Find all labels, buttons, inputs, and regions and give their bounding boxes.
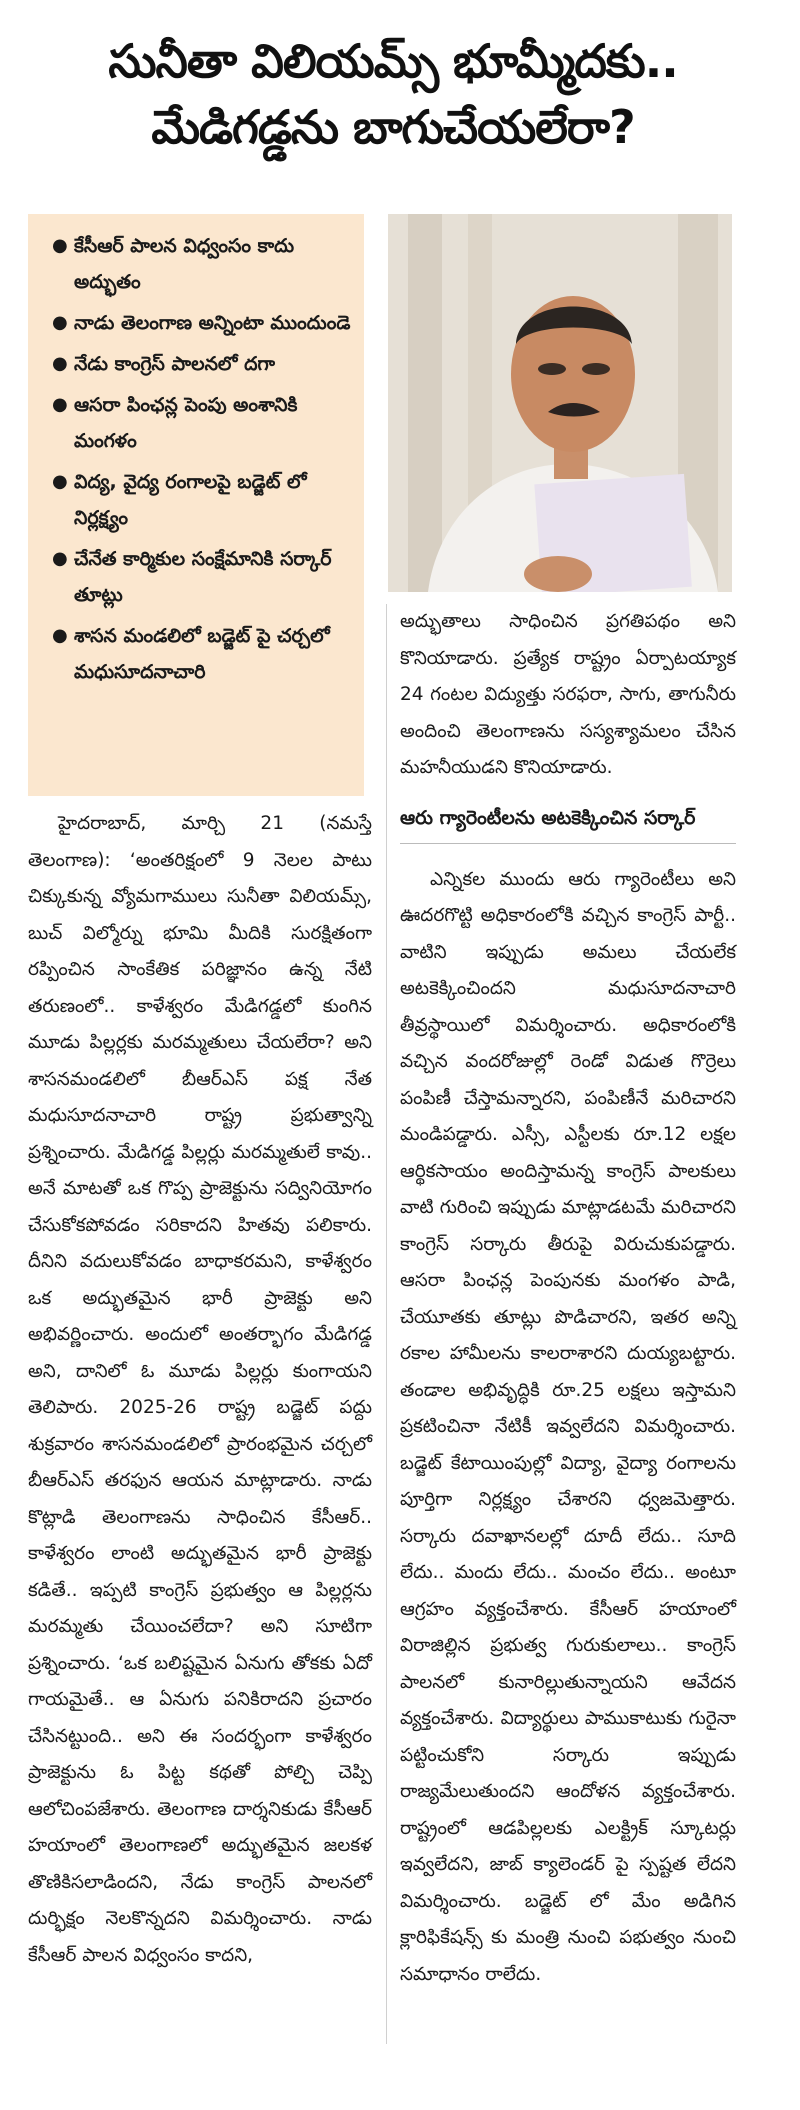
highlight-item (52, 618, 354, 690)
body-paragraph: ఎన్నికల ముందు ఆరు గ్యారెంటీలు అని ఊదరగొట్టి అధికారంలోకి వచ్చిన కాంగ్రెస్ పార్టీ.. వాటిని ఇప్పుడు అమలు చేయలేక అటకెక్కించిందని మధుసూదనాచారి తీవ్రస్థాయిలో విమర్శించారు. అధికారంలోకి వచ్చిన వందరోజుల్లో రెండో విడుత గొర్రెలు పంపిణీ చేస్తామన్నారని, పంపిణీనే మరిచారని మండిపడ్డారు. ఎస్సీ, ఎస్టీలకు రూ.12 లక్షల ఆర్థికసాయం అందిస్తామన్న కాంగ్రెస్ పాలకులు వాటి గురించి ఇప్పుడు మాట్లాడటమే మరిచారని కాంగ్రెస్ సర్కారు తీరుపై విరుచుకుపడ్డారు. ఆసరా పింఛన్ల పెంపునకు మంగళం పాడి, చేయూతకు తూట్లు పొడిచారని, ఇతర అన్ని రకాల హామీలను కాలరాశారని దుయ్యబట్టారు. తండాల అభివృద్ధికి రూ.25 లక్షలు ఇస్తామని ప్రకటించినా నేటికీ ఇవ్వలేదని విమర్శించారు. బడ్జెట్ కేటాయింపుల్లో విద్యా, వైద్యా రంగాలను పూర్తిగా నిర్లక్ష్యం చేశారని ధ్వజమెత్తారు. సర్కారు దవాఖానలల్లో దూదీ లేదు.. సూది లేదు.. మందు లేదు.. మంచం లేదు.. అంటూ ఆగ్రహం వ్యక్తంచేశారు. కేసీఆర్ హయాంలో విరాజిల్లిన ప్రభుత్వ గురుకులాలు.. కాంగ్రెస్ పాలనలో కునారిల్లుతున్నాయని ఆవేదన వ్యక్తంచేశారు. విద్యార్థులు పాముకాటుకు గురైనా పట్టించుకోని సర్కారు ఇప్పుడు రాజ్యమేలుతుందని ఆందోళన వ్యక్తంచేశారు. రాష్ట్రంలో ఆడపిల్లలకు ఎలక్ట్రిక్ స్కూటర్లు ఇవ్వలేదని, జాబ్ క్యాలెండర్ పై స్పష్టత లేదని విమర్శించారు. బడ్జెట్ లో మేం అడిగిన క్లారిఫికేషన్స్ కు మంత్రి నుంచి పభుత్వం నుంచి సమాధానం రాలేదు. (400, 868, 736, 1985)
highlight-item (52, 346, 354, 382)
body-paragraph: అద్భుతాలు సాధించిన ప్రగతిపథం అని కొనియాడారు. ప్రత్యేక రాష్ట్రం ఏర్పాటయ్యాక 24 గంటల విద్యుత్తు సరఫరా, సాగు, తాగునీరు అందించి తెలంగాణను సస్యశ్యామలం చేసిన మహనీయుడని కొనియాడారు. (400, 611, 736, 778)
highlight-item (52, 228, 354, 300)
highlight-item (52, 387, 354, 459)
highlight-text: విద్య, వైద్య రంగాలపై బడ్జెట్ లో నిర్లక్ష్యం (74, 471, 307, 529)
highlight-text: నేడు కాంగ్రెస్ పాలనలో దగా (74, 353, 275, 375)
highlight-text: శాసన మండలిలో బడ్జెట్ పై చర్చలో మధుసూదనాచారి (74, 625, 330, 683)
highlight-text: ఆసరా పింఛన్ల పెంపు అంశానికి మంగళం (74, 394, 298, 452)
highlights-list (28, 214, 364, 690)
bullet-icon: ● (52, 353, 68, 374)
highlight-item (52, 541, 354, 613)
bullet-icon: ● (52, 312, 68, 333)
bullet-icon: ● (52, 235, 68, 256)
bullet-icon: ● (52, 548, 68, 569)
highlight-item (52, 305, 354, 341)
column-divider (386, 604, 387, 2044)
body-paragraph: హైదరాబాద్, మార్చి 21 (నమస్తే తెలంగాణ): ‘అంతరిక్షంలో 9 నెలల పాటు చిక్కుకున్న వ్యోమగాములు సునీతా విలియమ్స్, బుచ్ విల్మోర్ను భూమి మీదికి సురక్షితంగా రప్పించిన సాంకేతిక పరిజ్ఞానం ఉన్న నేటి తరుణంలో.. కాళేశ్వరం మేడిగడ్డలో కుంగిన మూడు పిల్లర్లకు మరమ్మతులు చేయలేరా? అని శాసనమండలిలో బీఆర్ఎస్ పక్ష నేత మధుసూదనాచారి రాష్ట్ర ప్రభుత్వాన్ని ప్రశ్నించారు. మేడిగడ్డ పిల్లర్లు మరమ్మతులే కావు.. అనే మాటతో ఒక గొప్ప ప్రాజెక్టును సద్వినియోగం చేసుకోకపోవడం సరికాదని హితవు పలికారు. దీనిని వదులుకోవడం బాధాకరమని, కాళేశ్వరం ఒక అద్భుతమైన భారీ ప్రాజెక్టు అని అభివర్ణించారు. అందులో అంతర్భాగం మేడిగడ్డ అని, దానిలో ఓ మూడు పిల్లర్లు కుంగాయని తెలిపారు. 2025-26 రాష్ట్ర బడ్జెట్ పద్దు శుక్రవారం శాసనమండలిలో ప్రారంభమైన చర్చలో బీఆర్ఎస్ తరఫున ఆయన మాట్లాడారు. నాడు కొట్లాడి తెలంగాణను సాధించిన కేసీఆర్.. కాళేశ్వరం లాంటి అద్భుతమైన భారీ ప్రాజెక్టు కడితే.. ఇప్పటి కాంగ్రెస్ ప్రభుత్వం ఆ పిల్లర్లను మరమ్మతు చేయించలేదా? అని సూటిగా ప్రశ్నించారు. ‘ఒక బలిష్టమైన ఏనుగు తోకకు ఏదో గాయమైతే.. ఆ ఏనుగు పనికిరాదని ప్రచారం చేసినట్టుంది.. అని ఈ సందర్భంగా కాళేశ్వరం ప్రాజెక్టును ఓ పిట్ట కథతో పోల్చి చెప్పి ఆలోచింపజేశారు. తెలంగాణ దార్శనికుడు కేసీఆర్ హయాంలో తెలంగాణలో అద్భుతమైన జలకళ తొణికిసలాడిందని, నేడు కాంగ్రెస్ పాలనలో దుర్భిక్షం నెలకొన్నదని విమర్శించారు. నాడు కేసీఆర్ పాలన విధ్వంసం కాదని, (28, 813, 372, 1966)
bullet-icon: ● (52, 394, 68, 415)
section-subheading: ఆరు గ్యారెంటీలను అటకెక్కించిన సర్కార్ (400, 801, 736, 844)
headline-line-2: మేడిగడ్డను బాగుచేయలేరా? (151, 100, 635, 154)
speaker-photo (388, 214, 732, 592)
highlight-text: కేసీఆర్ పాలన విధ్వంసం కాదు అద్భుతం (74, 235, 295, 293)
body-column-left (28, 806, 372, 1974)
headline-line-1: సునీతా విలియమ్స్ భూమ్మీదకు.. (108, 34, 678, 88)
highlight-item (52, 464, 354, 536)
body-column-right (400, 604, 736, 1993)
bullet-icon: ● (52, 625, 68, 646)
bullet-icon: ● (52, 471, 68, 492)
highlight-text: చేనేత కార్మికుల సంక్షేమానికి సర్కార్ తూట్లు (74, 548, 332, 606)
person-photo-icon (388, 214, 732, 592)
highlight-text: నాడు తెలంగాణ అన్నింటా ముందుండె (74, 312, 351, 334)
highlights-box (28, 214, 364, 796)
headline (14, 28, 772, 160)
